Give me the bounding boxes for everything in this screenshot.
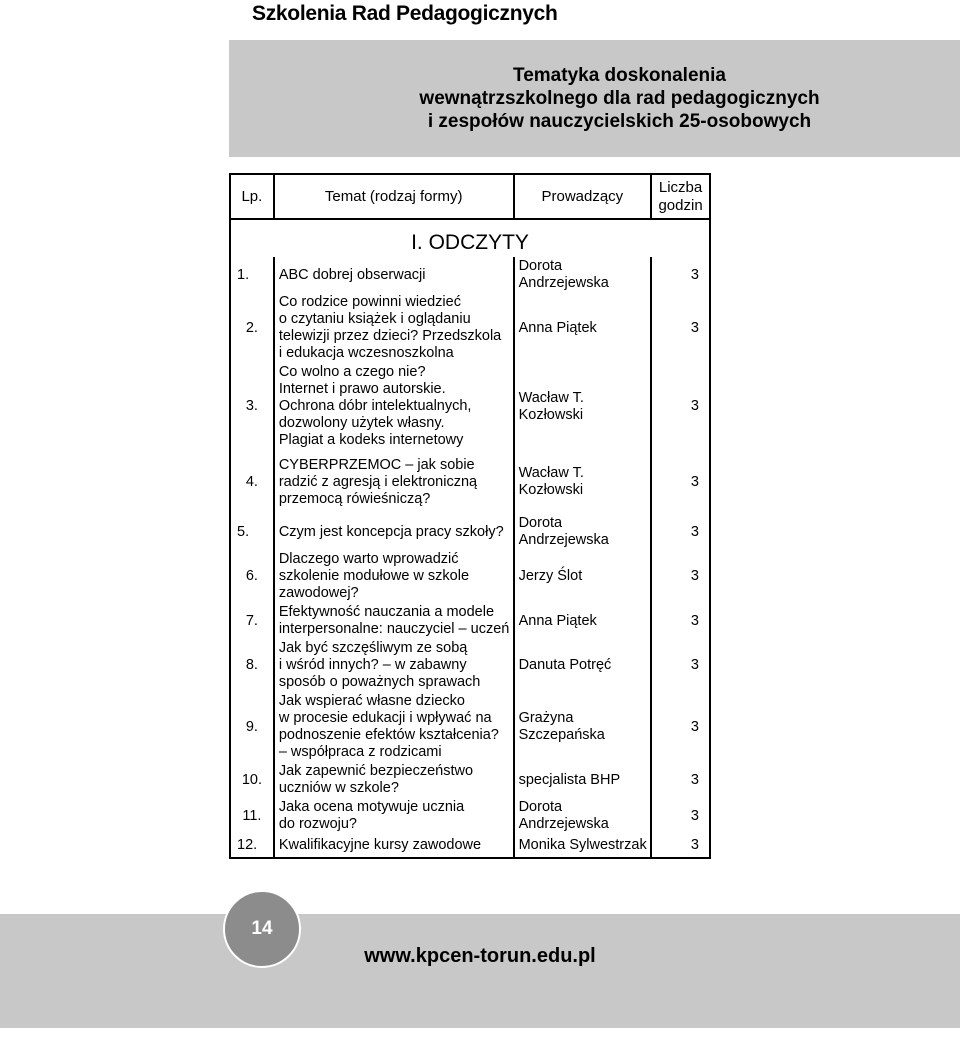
topic-line: podnoszenie efektów kształcenia?: [278, 727, 499, 743]
cell-hours: 3: [651, 603, 710, 639]
cell-hours: 3: [651, 450, 710, 514]
cell-lead: [514, 603, 652, 639]
topic-line: Ochrona dóbr intelektualnych,: [278, 398, 472, 414]
table-row: [230, 363, 710, 450]
table-row: [230, 639, 710, 692]
cell-hours: 3: [651, 762, 710, 798]
cell-lead: [514, 550, 652, 603]
cell-topic: [274, 293, 514, 363]
table-row: [230, 514, 710, 550]
topic-line: – współpraca z rodzicami: [278, 744, 442, 760]
table-row: [230, 450, 710, 514]
topic-line: zawodowej?: [278, 585, 359, 601]
cell-hours: 3: [651, 550, 710, 603]
cell-hours: 3: [651, 514, 710, 550]
lead-line: Dorota: [518, 515, 563, 531]
lead-line: Dorota: [518, 258, 563, 274]
lead-line: Anna Piątek: [518, 319, 597, 336]
topic-line: interpersonalne: nauczyciel – uczeń: [278, 621, 510, 637]
cell-topic: [274, 639, 514, 692]
lead-line: Danuta Potręć: [518, 657, 612, 673]
lead-line: Grażyna: [518, 710, 574, 726]
topic-line: Jaka ocena motywuje ucznia: [278, 799, 465, 815]
cell-lead: [514, 762, 652, 798]
lead-line: Kozłowski: [518, 482, 584, 498]
topic-line: Jak być szczęśliwym ze sobą: [278, 640, 468, 656]
cell-lp: 9.: [230, 692, 274, 762]
cell-hours: 3: [651, 257, 710, 293]
footer-url-text[interactable]: www.kpcen-torun.edu.pl: [364, 945, 596, 967]
lead-line: Anna Piątek: [518, 612, 597, 629]
cell-lp: 12.: [230, 834, 274, 858]
cell-lead: [514, 257, 652, 293]
table-row: [230, 762, 710, 798]
section-title: I. ODCZYTY: [230, 219, 710, 257]
cell-lead: [514, 514, 652, 550]
topic-line: Co wolno a czego nie?: [278, 364, 426, 380]
topic-line: w procesie edukacji i wpływać na: [278, 710, 492, 726]
cell-hours: 3: [651, 363, 710, 450]
cell-lead: [514, 692, 652, 762]
topic-line: i wśród innych? – w zabawny: [278, 657, 467, 673]
cell-lp: 6.: [230, 550, 274, 603]
cell-lead: [514, 798, 652, 834]
topic-line: przemocą rówieśniczą?: [278, 490, 431, 507]
table-row: [230, 834, 710, 858]
table-row: [230, 603, 710, 639]
cell-topic: [274, 834, 514, 858]
header-hours-line-1: Liczba: [658, 178, 703, 196]
topic-line: Co rodzice powinni wiedzieć: [278, 294, 461, 310]
topic-line: ABC dobrej obserwacji: [278, 266, 426, 283]
cell-topic: [274, 363, 514, 450]
topic-line: Jak wspierać własne dziecko: [278, 693, 465, 709]
cell-hours: 3: [651, 798, 710, 834]
topic-line: CYBERPRZEMOC – jak sobie: [278, 456, 475, 473]
cell-hours: 3: [651, 293, 710, 363]
table-row: [230, 550, 710, 603]
title-line-2: wewnątrzszkolnego dla rad pedagogicznych: [419, 88, 820, 109]
footer-url[interactable]: [0, 945, 960, 968]
topics-table: [229, 173, 711, 859]
lead-line: Jerzy Ślot: [518, 568, 583, 584]
topic-line: sposób o poważnych sprawach: [278, 674, 481, 690]
cell-topic: [274, 550, 514, 603]
table-header-row: [230, 174, 710, 219]
cell-lead: [514, 293, 652, 363]
lead-line: Andrzejewska: [518, 275, 609, 291]
cell-lp: 10.: [230, 762, 274, 798]
topic-line: telewizji przez dzieci? Przedszkola: [278, 328, 502, 344]
cell-lp: 7.: [230, 603, 274, 639]
footer-band: [0, 914, 960, 1028]
topic-line: dozwolony użytek własny.: [278, 415, 445, 431]
document-header-title: Szkolenia Rad Pedagogicznych: [252, 2, 558, 25]
topic-line: radzić z agresją i elektroniczną: [278, 473, 478, 490]
title-line-3: i zespołów nauczycielskich 25-osobowych: [427, 111, 812, 132]
cell-lead: [514, 639, 652, 692]
cell-lead: [514, 834, 652, 858]
topic-line: do rozwoju?: [278, 816, 357, 832]
cell-hours: 3: [651, 834, 710, 858]
cell-lp: 5.: [230, 514, 274, 550]
table-row: [230, 293, 710, 363]
header-lead: Prowadzący: [514, 174, 652, 219]
cell-hours: 3: [651, 692, 710, 762]
cell-topic: [274, 450, 514, 514]
topic-line: Efektywność nauczania a modele: [278, 604, 495, 620]
cell-topic: [274, 603, 514, 639]
lead-line: Monika Sylwestrzak: [518, 837, 647, 853]
topic-line: uczniów w szkole?: [278, 780, 399, 796]
cell-topic: [274, 692, 514, 762]
cell-lp: 4.: [230, 450, 274, 514]
section-row: [230, 219, 710, 257]
cell-hours: 3: [651, 639, 710, 692]
topic-line: o czytaniu książek i oglądaniu: [278, 311, 471, 327]
lead-line: Kozłowski: [518, 406, 584, 423]
table-row: [230, 257, 710, 293]
topic-line: Dlaczego warto wprowadzić: [278, 551, 459, 567]
topic-line: szkolenie modułowe w szkole: [278, 568, 470, 584]
title-line-1: Tematyka doskonalenia: [513, 65, 726, 86]
topic-line: Kwalifikacyjne kursy zawodowe: [278, 837, 482, 853]
cell-topic: [274, 514, 514, 550]
topic-line: Plagiat a kodeks internetowy: [278, 432, 464, 448]
cell-lp: 3.: [230, 363, 274, 450]
table-row: [230, 798, 710, 834]
header-hours-line-2: godzin: [658, 196, 703, 214]
lead-line: Andrzejewska: [518, 532, 609, 548]
lead-line: Szczepańska: [518, 727, 605, 743]
lead-line: Wacław T.: [518, 389, 584, 406]
cell-topic: [274, 762, 514, 798]
lead-line: Wacław T.: [518, 465, 584, 481]
topic-line: Jak zapewnić bezpieczeństwo: [278, 763, 474, 779]
title-band: [229, 40, 960, 157]
topics-table-wrapper: [229, 173, 711, 859]
header-topic: Temat (rodzaj formy): [274, 174, 514, 219]
lead-line: Dorota: [518, 799, 563, 815]
cell-lp: 8.: [230, 639, 274, 692]
lead-line: specjalista BHP: [518, 771, 621, 788]
cell-lp: 11.: [230, 798, 274, 834]
cell-topic: [274, 798, 514, 834]
topic-line: i edukacja wczesnoszkolna: [278, 345, 454, 361]
cell-lead: [514, 363, 652, 450]
page-number-badge: 14: [223, 890, 301, 968]
header-hours: [651, 174, 710, 219]
cell-lp: 2.: [230, 293, 274, 363]
topic-line: Czym jest koncepcja pracy szkoły?: [278, 523, 504, 540]
cell-lp: 1.: [230, 257, 274, 293]
lead-line: Andrzejewska: [518, 816, 609, 832]
table-row: [230, 692, 710, 762]
cell-lead: [514, 450, 652, 514]
cell-topic: [274, 257, 514, 293]
topic-line: Internet i prawo autorskie.: [278, 381, 446, 397]
header-lp: Lp.: [230, 174, 274, 219]
